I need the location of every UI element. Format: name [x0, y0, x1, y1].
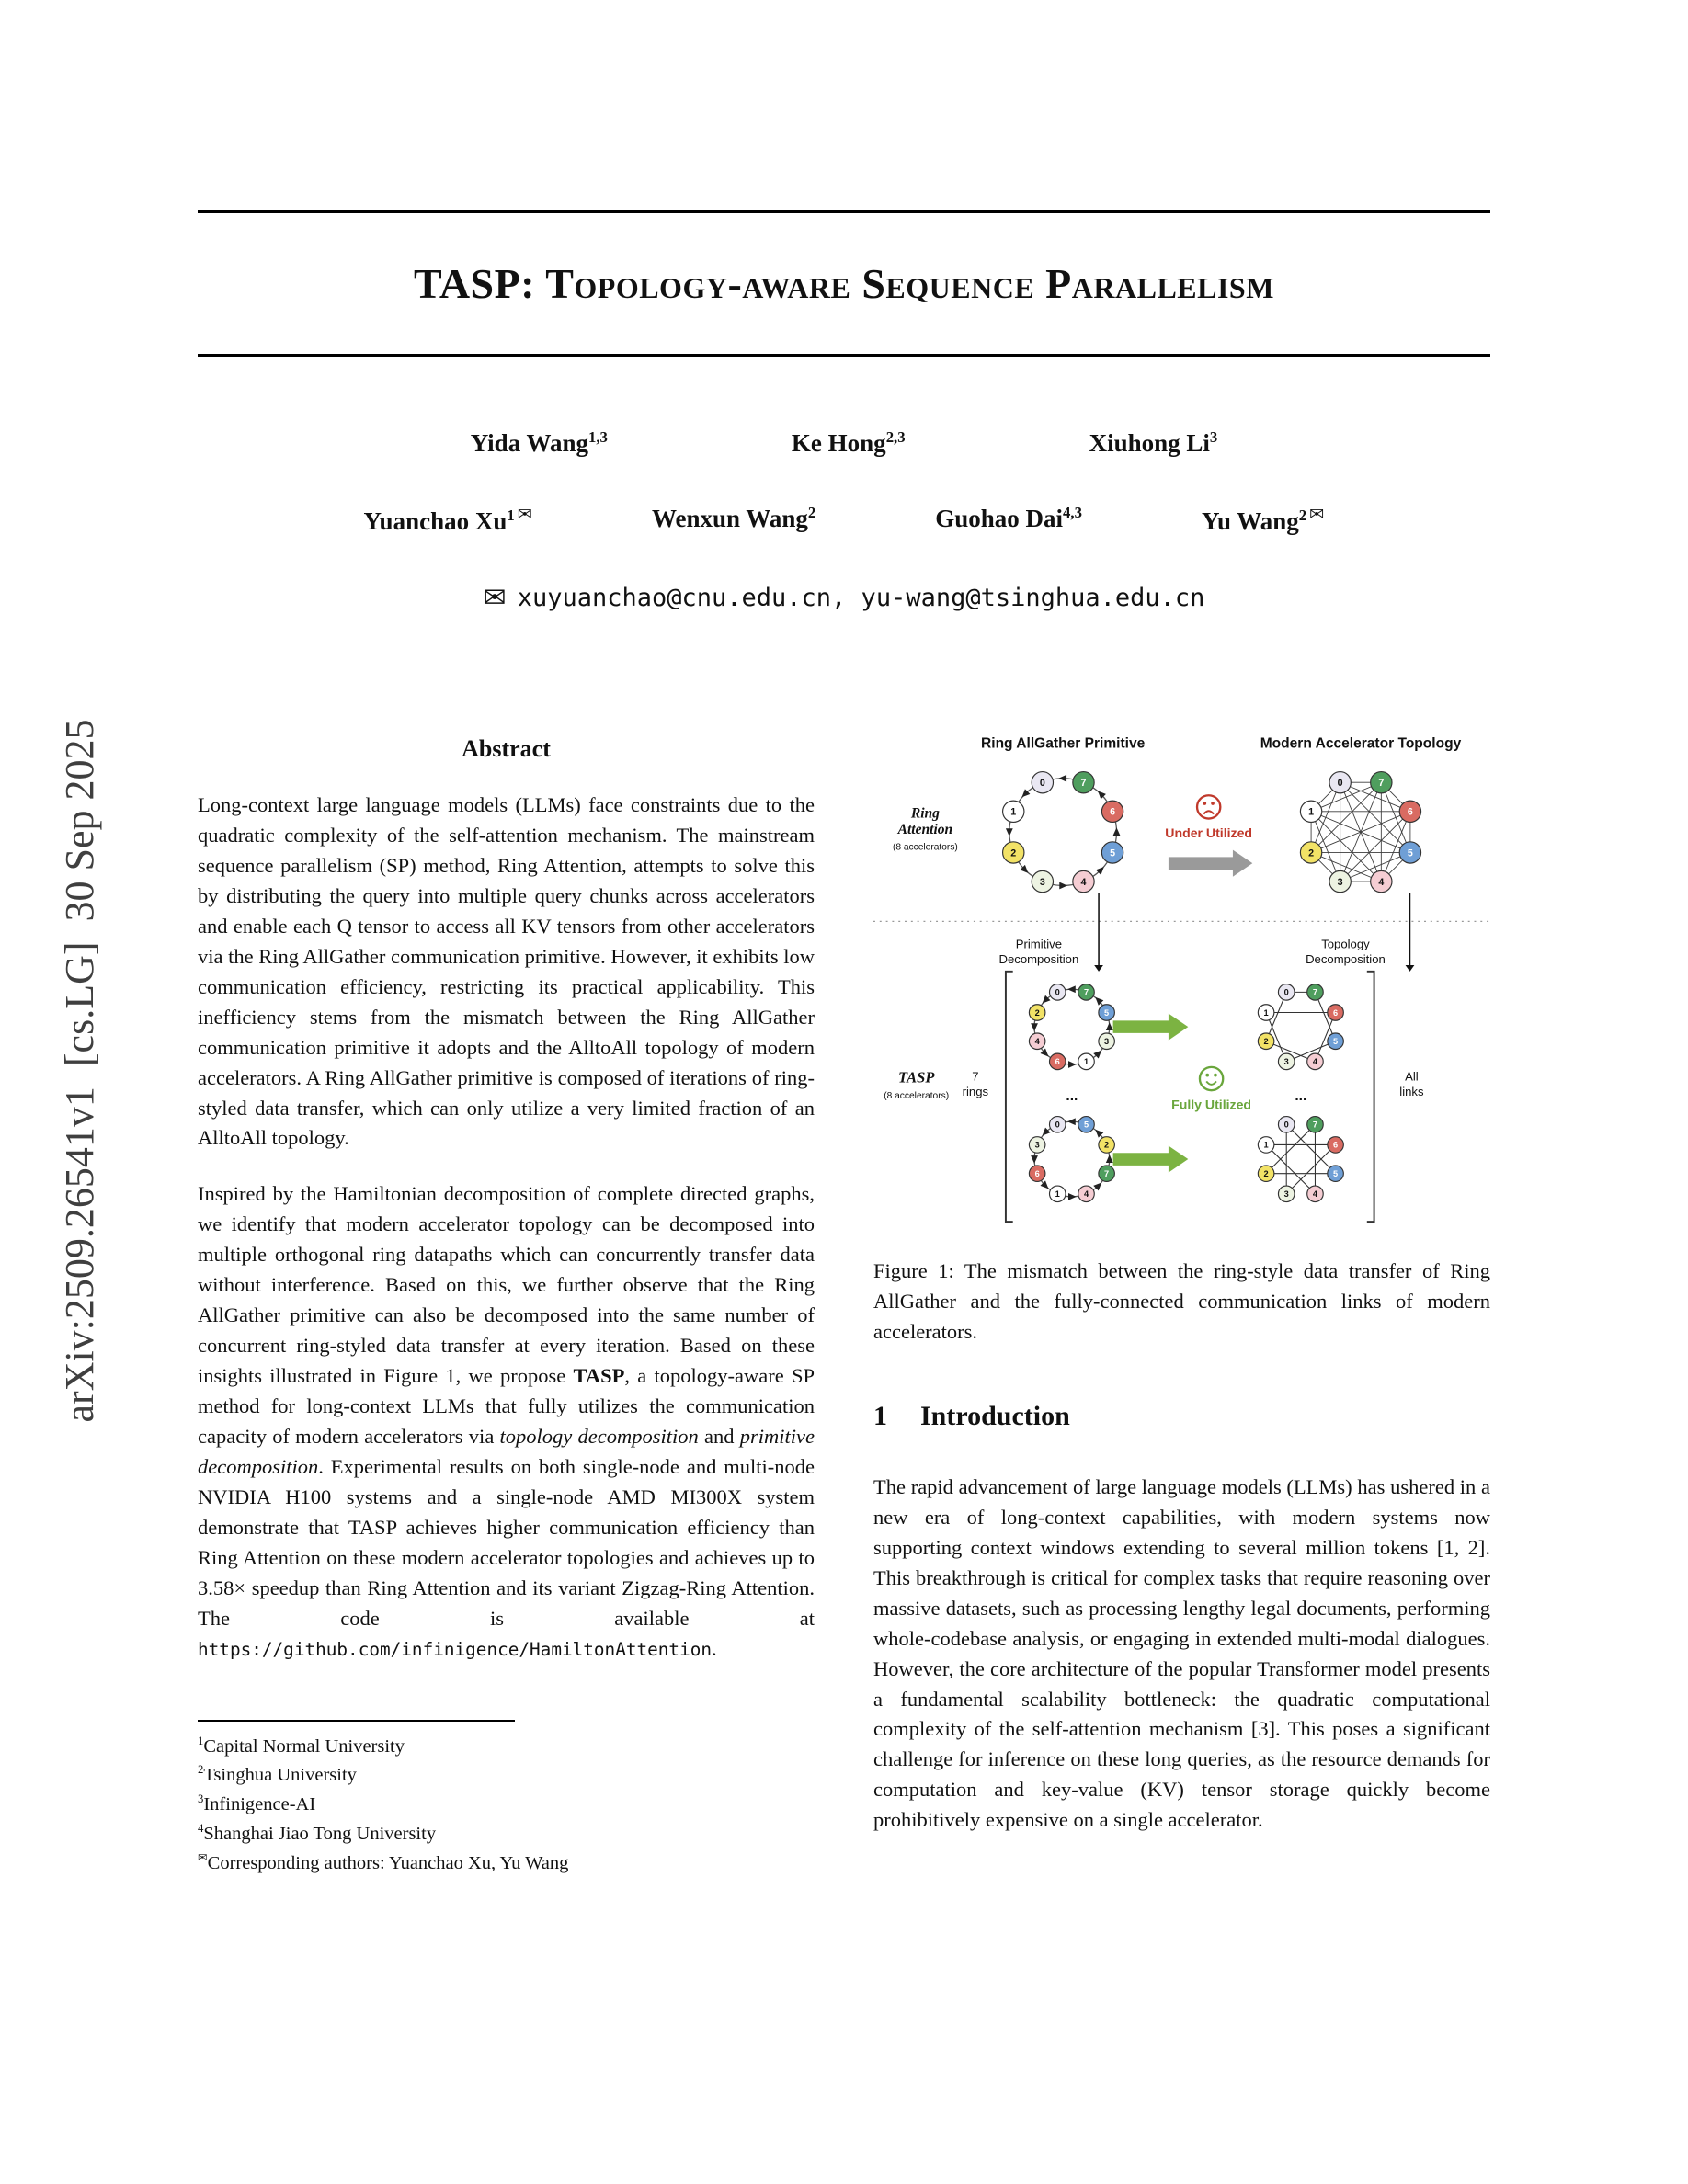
topology-decomposition-label: Topology	[1321, 937, 1370, 951]
node-number: 2	[1034, 1007, 1040, 1018]
arxiv-sidebar-label: arXiv:2509.26541v1 [cs.LG] 30 Sep 2025	[57, 719, 102, 1423]
node-number: 4	[1312, 1189, 1318, 1200]
topology-link	[1340, 782, 1410, 852]
node-number: 5	[1333, 1037, 1339, 1047]
rings-count-label: 7	[972, 1069, 979, 1084]
node-number: 2	[1308, 847, 1315, 859]
text-run: primitive decomposition	[198, 1425, 815, 1479]
ring-arrow-icon	[1059, 882, 1067, 890]
email-line	[198, 582, 1490, 614]
node-number: 5	[1333, 1169, 1339, 1179]
affiliation-marker: 3	[1209, 428, 1218, 446]
affiliation-marker: 2,3	[885, 428, 906, 446]
figure-1-caption: Figure 1: The mismatch between the ring-style data transfer of Ring AllGather and the fully-connected communication links of modern accelerators.	[873, 1259, 1490, 1343]
author: Yu Wang$^2$ ✉	[1201, 504, 1325, 535]
flow-arrow-icon	[1113, 1014, 1189, 1041]
topology-link	[1311, 812, 1381, 882]
section-title: Introduction	[920, 1400, 1070, 1431]
github-link[interactable]: https://github.com/infinigence/HamiltonAttention	[198, 1638, 713, 1660]
left-bracket	[1006, 972, 1013, 1222]
author: Wenxun Wang$^2$	[652, 504, 816, 532]
down-arrow-icon	[1094, 965, 1103, 972]
primitive-decomposition-label: Primitive	[1015, 937, 1063, 951]
node-number: 3	[1283, 1189, 1289, 1200]
node-number: 1	[1263, 1007, 1269, 1018]
abstract-paragraph-2	[198, 1179, 815, 1664]
ring-allgather-heading: Ring AllGather Primitive	[981, 735, 1146, 752]
paper-content	[198, 210, 1490, 1879]
tasp-label: TASP	[897, 1068, 935, 1086]
node-number: 6	[1333, 1140, 1339, 1150]
paper-title: TASP: Topology-aware Sequence Parallelism	[414, 260, 1274, 307]
sad-face-icon	[1197, 795, 1220, 818]
node-number: 4	[1312, 1057, 1318, 1067]
footnote: $^1$Capital Normal University	[198, 1734, 405, 1757]
topology-link	[1340, 812, 1410, 882]
node-number: 6	[1110, 806, 1116, 818]
node-number: 4	[1083, 1189, 1089, 1200]
node-number: 7	[1378, 778, 1385, 790]
authors-row-2	[198, 504, 1490, 536]
ring-arrow-icon	[1031, 1023, 1038, 1031]
footnotes	[198, 1720, 815, 1879]
ring-arrow-icon	[1067, 985, 1076, 993]
footnote: $^4$Shanghai Jiao Tong University	[198, 1822, 437, 1844]
affiliation-marker: 1,3	[588, 428, 608, 446]
node-number: 1	[1263, 1140, 1269, 1150]
node-number: 6	[1034, 1169, 1040, 1179]
node-number: 6	[1333, 1007, 1339, 1018]
node-number: 3	[1283, 1057, 1289, 1067]
author: Xiuhong Li$^3$	[1089, 428, 1218, 457]
node-number: 2	[1104, 1140, 1110, 1150]
author: Yida Wang$^{1,3}$	[470, 428, 608, 457]
node-number: 0	[1055, 1120, 1060, 1130]
abstract-paragraph-1: Long-context large language models (LLMs) face constraints due to the quadratic complexity of the self-attention mechanism. The mainstream sequence parallelism (SP) method, Ring Attention, attempts to solve this by distributing the query into multiple query chunks across accelerators and enable each Q tensor to access all KV tensors from other accelerators via the Ring AllGather communication primitive. However, it exhibits low communication efficiency, restricting its practical applicability. This inefficiency stems from the mismatch between the Ring AllGather communication primitive it adopts and the AlltoAll topology of modern accelerators. A Ring AllGather primitive is composed of iterations of ring-styled data transfer, which can only utilize a very limited fraction of an AlltoAll topology.	[198, 793, 815, 1150]
primitive-decomposition-label: Decomposition	[998, 952, 1079, 967]
title-rule	[198, 354, 1490, 357]
node-number: 0	[1039, 778, 1045, 790]
text-run: TASP	[573, 1364, 625, 1388]
node-number: 4	[1378, 876, 1385, 888]
node-number: 3	[1034, 1140, 1040, 1150]
ring-attention-label: Attention	[897, 822, 953, 838]
mail-icon: ✉	[1309, 504, 1325, 525]
node-number: 3	[1039, 876, 1045, 888]
node-number: 7	[1080, 778, 1087, 790]
figure-1-diagram	[873, 732, 1490, 1233]
node-number: 3	[1337, 876, 1343, 888]
ring-arrow-icon	[1031, 1155, 1038, 1164]
fully-utilized-label: Fully Utilized	[1171, 1097, 1252, 1112]
accelerator-topology-heading: Modern Accelerator Topology	[1260, 735, 1462, 752]
right-bracket	[1367, 972, 1374, 1222]
ellipsis: ...	[1295, 1087, 1307, 1104]
node-number: 1	[1010, 806, 1017, 818]
ring-arrow-icon	[1068, 1193, 1077, 1200]
affiliation-marker: 2	[807, 504, 816, 521]
text-run: topology decomposition	[499, 1425, 699, 1449]
node-number: 7	[1312, 1120, 1318, 1130]
all-links-label: links	[1399, 1085, 1424, 1099]
node-number: 6	[1407, 806, 1413, 818]
introduction-paragraph-1: The rapid advancement of large language models (LLMs) has ushered in a new era of long-context capabilities, with modern systems now supporting context windows extending to several million tokens [1, 2]. This breakthrough is critical for complex tasks that require reasoning over massive datasets, such as processing lengthy legal documents, performing whole-codebase analysis, or engaging in extended multi-modal dialogues. However, the core architecture of the popular Transformer model presents a fundamental scalability bottleneck: the quadratic computational complexity of the self-attention mechanism [3]. This poses a significant challenge for inference on these long queries, as the resource demands for computation and key-value (KV) tensor storage quickly become prohibitively expensive on a single accelerator.	[873, 1474, 1490, 1832]
node-number: 0	[1337, 778, 1343, 790]
down-arrow-icon	[1406, 965, 1415, 972]
authors-row-1	[198, 428, 1490, 458]
node-number: 1	[1083, 1057, 1089, 1067]
ellipsis: ...	[1066, 1087, 1078, 1104]
email-addresses[interactable]: xuyuanchao@cnu.edu.cn, yu-wang@tsinghua.edu.cn	[517, 584, 1205, 612]
text-run: .	[712, 1636, 717, 1660]
node-number: 2	[1263, 1037, 1269, 1047]
author: Yuanchao Xu$^1$ ✉	[363, 504, 533, 535]
text-run: . Experimental results on both single-node and multi-node NVIDIA H100 systems and a single-node AMD MI300X system demonstrate that TASP achieves higher communication efficiency than Ring Attention on these modern accelerator topologies and achieves up to 3.58× speedup than Ring Attention and its variant Zigzag-Ring Attention. The code is available at	[198, 1455, 815, 1630]
node-number: 5	[1407, 847, 1413, 859]
node-number: 7	[1083, 987, 1089, 997]
ring-arrow-icon	[1006, 828, 1013, 836]
two-column-body	[198, 732, 1490, 1879]
footnote: $^3$Infinigence-AI	[198, 1792, 316, 1815]
ring-arrow-icon	[1106, 1155, 1113, 1163]
node-number: 4	[1034, 1037, 1040, 1047]
ring-arrow-icon	[1113, 827, 1121, 836]
author: Guohao Dai$^{4,3}$	[935, 504, 1082, 532]
node-number: 1	[1055, 1189, 1060, 1200]
node-number: 1	[1308, 806, 1315, 818]
topology-decomposition-label: Decomposition	[1306, 952, 1386, 967]
affiliation-marker: 4,3	[1063, 504, 1082, 521]
node-number: 0	[1283, 1120, 1289, 1130]
node-number: 4	[1080, 876, 1087, 888]
node-number: 2	[1010, 847, 1017, 859]
ring-arrow-icon	[1068, 1061, 1077, 1068]
mail-icon: ✉	[483, 582, 507, 614]
smiley-face-icon	[1200, 1067, 1223, 1090]
text-run: , a topology-aware SP method for long-context LLMs that fully utilizes the communication capacity of modern accelerators via	[198, 1364, 815, 1449]
ring-attention-label: Ring	[910, 805, 940, 822]
node-number: 7	[1104, 1169, 1110, 1179]
all-links-label: All	[1405, 1069, 1419, 1084]
node-number: 7	[1312, 987, 1318, 997]
footnote-corresponding: ✉Corresponding authors: Yuanchao Xu, Yu Wang	[198, 1850, 569, 1873]
node-number: 0	[1055, 987, 1060, 997]
section-number: 1	[873, 1400, 887, 1431]
node-number: 5	[1110, 847, 1116, 859]
top-rule	[198, 210, 1490, 213]
topology-link	[1311, 782, 1381, 852]
ring-arrow-icon	[1058, 775, 1066, 782]
under-utilized-label: Under Utilized	[1165, 825, 1253, 840]
node-number: 0	[1283, 987, 1289, 997]
rings-count-label: rings	[962, 1085, 989, 1099]
flow-arrow-icon	[1169, 850, 1252, 877]
ring-arrow-icon	[1106, 1022, 1113, 1030]
tasp-sub: (8 accelerators)	[884, 1090, 950, 1101]
affiliation-marker: 1	[507, 506, 515, 524]
node-number: 5	[1104, 1007, 1110, 1018]
flow-arrow-icon	[1113, 1145, 1189, 1172]
footnote: $^2$Tsinghua University	[198, 1763, 357, 1786]
text-run: and	[698, 1425, 740, 1449]
right-column	[873, 732, 1490, 1879]
node-number: 6	[1055, 1057, 1060, 1067]
section-heading-introduction	[873, 1401, 1490, 1432]
author: Ke Hong$^{2,3}$	[791, 428, 906, 457]
left-column	[198, 732, 815, 1879]
abstract-heading: Abstract	[462, 735, 551, 762]
ring-arrow-icon	[1067, 1118, 1076, 1125]
mail-icon: ✉	[517, 504, 533, 525]
node-number: 2	[1263, 1169, 1269, 1179]
text-run: Inspired by the Hamiltonian decomposition of complete directed graphs, we identify that modern accelerator topology can be decomposed into multiple orthogonal ring datapaths which can concurrently transfer data without interference. Based on this, we further observe that the Ring AllGather primitive can also be decomposed into the same number of concurrent ring-styled data transfer at every iteration. Based on these insights illustrated in Figure 1, we propose	[198, 1182, 815, 1388]
node-number: 3	[1104, 1037, 1110, 1047]
node-number: 5	[1083, 1120, 1089, 1130]
ring-attention-sub: (8 accelerators)	[892, 842, 958, 853]
footnote-rule	[198, 1720, 515, 1722]
affiliation-marker: 2	[1298, 506, 1307, 524]
